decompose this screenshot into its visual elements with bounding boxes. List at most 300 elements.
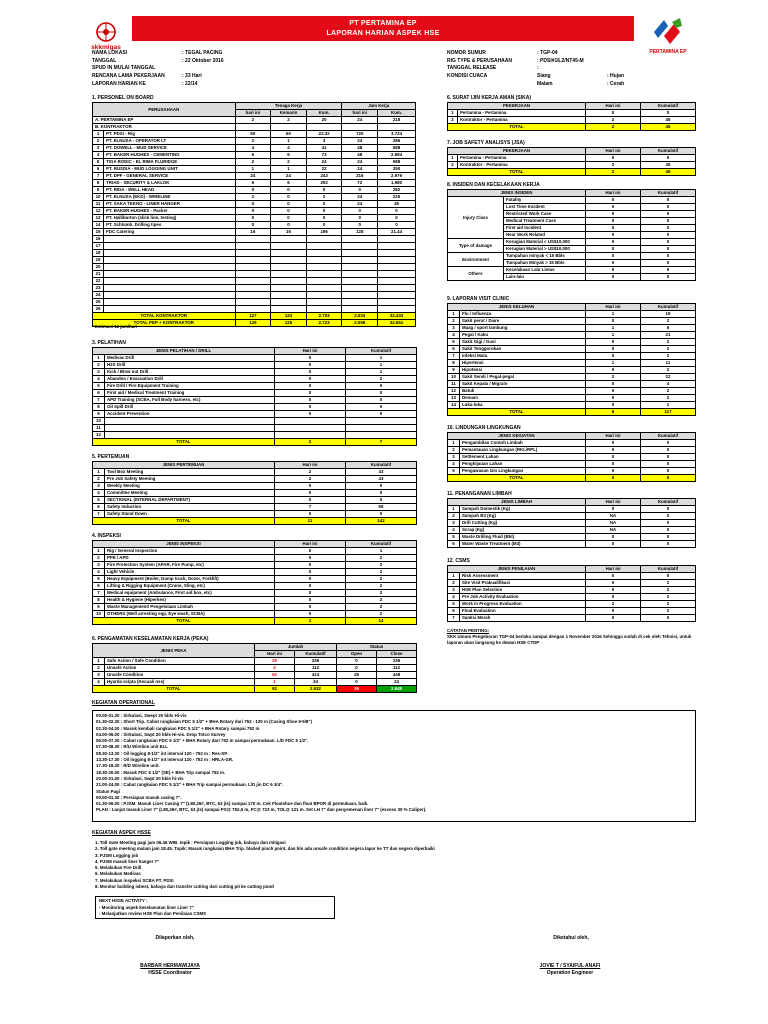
row-number: 22: [93, 278, 104, 285]
total-label: TOTAL PEP + KONTRAKTOR: [93, 320, 236, 327]
row-value: 0: [346, 404, 417, 411]
operational-activity-line: 01.30-06.00 : PJSM. Masuk Liner Casing 7" (L80,26#, BTC, 63 jts) sampai 170 m. Cek Floatshoe dan float BPOR di permukaan, baik.: [96, 801, 369, 807]
table-row: [448, 402, 696, 409]
row-value: 0: [271, 215, 307, 222]
row-label: Maag / sport lambung: [460, 325, 586, 332]
row-value: 0: [378, 222, 416, 229]
row-label: Waste Management/ Pengelolaan Limbah: [105, 604, 275, 611]
row-value: 0: [641, 218, 696, 225]
row-number: 7: [93, 397, 105, 404]
table-row: [448, 440, 696, 447]
table-row: [93, 404, 417, 411]
table-row: [448, 239, 696, 246]
row-value: 0: [586, 253, 641, 260]
row-value: 62: [255, 672, 295, 679]
row-value: 24: [342, 201, 378, 208]
row-number: 1: [93, 355, 105, 362]
row-number: 3: [448, 454, 460, 461]
table-row: [93, 432, 417, 439]
table-row: [93, 285, 416, 292]
section-inspection-title: 4. INSPEKSI: [92, 533, 121, 539]
row-value: 1: [346, 548, 417, 555]
operational-activity-line: Status Pagi: [96, 788, 120, 794]
row-value: 0: [586, 454, 641, 461]
row-value: 0: [271, 222, 307, 229]
row-value: 0: [586, 534, 641, 541]
company-name: TIGA RODIC - EL RIMA FLURIDGE: [104, 159, 235, 166]
table-row: [93, 250, 416, 257]
section-csms-title: 12. CSMS: [447, 558, 470, 564]
row-value: 0: [586, 367, 641, 374]
row-number: 3: [93, 145, 104, 152]
row-value: [271, 250, 307, 257]
incident-group-label: Injury Class: [448, 197, 504, 239]
row-label: Final Evaluation: [460, 608, 586, 615]
row-number: 1: [448, 155, 458, 162]
row-value: 0: [586, 440, 641, 447]
company-name: [104, 264, 235, 271]
row-value: 0: [641, 211, 696, 218]
table-row: [93, 222, 416, 229]
row-number: 6: [93, 583, 105, 590]
row-value: 2: [346, 376, 417, 383]
row-value: 0: [586, 594, 641, 601]
row-value: [306, 271, 342, 278]
row-value: 0: [641, 527, 696, 534]
row-value: 0: [641, 232, 696, 239]
row-value: 45: [641, 117, 696, 124]
table-row: [448, 374, 696, 381]
row-value: 286: [378, 138, 416, 145]
row-value: [271, 124, 307, 131]
row-value: 292: [306, 180, 342, 187]
row-value: 243: [306, 173, 342, 180]
row-value: [342, 257, 378, 264]
row-number: 1: [448, 311, 460, 318]
row-value: 72: [342, 180, 378, 187]
row-value: 0: [275, 611, 346, 618]
report-banner: [132, 16, 634, 41]
row-value: 2: [346, 576, 417, 583]
total-label: TOTAL KONTRAKTOR: [93, 313, 236, 320]
company-name: PT. ELNUSA - OPERATOR LT: [104, 138, 235, 145]
row-value: 22.32: [306, 131, 342, 138]
row-value: 6: [271, 180, 307, 187]
company-name: PT. BAKER HUGHES - Packer: [104, 208, 235, 215]
company-name: PT. Schlumb. Drilling tipes: [104, 222, 235, 229]
table-row: [93, 173, 416, 180]
row-number: 7: [93, 511, 105, 518]
row-value: [271, 257, 307, 264]
hsse-activity-line: 7. Melakukan inspeksi SCBA PT. PDSI: [95, 877, 174, 883]
sika-table: PEKERJAAN Hari ini Kumulatif 1 Pertamina - Pertamina 0 0 2 Kontraktor - Pertamina 2 45 TOTAL 2 45: [447, 102, 696, 131]
total-label: TOTAL: [93, 618, 275, 625]
row-value: [306, 250, 342, 257]
row-value: 0: [235, 222, 271, 229]
row-number: 11: [448, 381, 460, 388]
total-value: 7: [346, 439, 417, 446]
row-number: 6: [93, 166, 104, 173]
table-row: [93, 658, 417, 665]
row-value: 43: [346, 476, 417, 483]
row-value: 112: [377, 665, 417, 672]
row-number: 2: [93, 138, 104, 145]
row-value: [235, 278, 271, 285]
total-label: TOTAL: [448, 169, 586, 176]
row-label: Waste Drilling Fluid (Bbl): [460, 534, 586, 541]
training-table: JENIS PELATIHAN / DRILL Hari ini Kumulatif 1 Medivac Drill 0 1 2 H2S Drill 0 1 3 Kick / Blow out Drill 0 1 4 Abandon / Evacuation Drill 0 2 5 Fire Drill / Fire Equipment Training 0 0 6 First aid / Medical Treatment Training 0 0 7 APD Training (SCBA, Full Body harness, etc) 0 0 8 Oil Spill Drill 0 0 9 Accident Prevention 0 0 10 11 12 TOTAL 2 7: [92, 347, 417, 446]
row-value: 0: [275, 404, 346, 411]
table-row: [93, 390, 417, 397]
row-number: 2: [93, 362, 105, 369]
row-value: 2: [346, 611, 417, 618]
company-name: [104, 243, 235, 250]
row-value: 0: [641, 239, 696, 246]
row-value: 24: [342, 194, 378, 201]
row-number: 23: [93, 285, 104, 292]
total-value: 0: [586, 475, 641, 482]
row-label: Pemantauan Lingkungan (RKL/RPL): [460, 447, 586, 454]
row-number: 7: [93, 590, 105, 597]
report-title: LAPORAN HARIAN ASPEK HSE: [326, 29, 440, 37]
row-value: 0: [337, 658, 377, 665]
row-value: [378, 285, 416, 292]
row-value: [378, 306, 416, 313]
table-row: [448, 506, 696, 513]
company-name: PT. SAKA TEKNO - LINER HANGER: [104, 201, 235, 208]
inspection-table: JENIS INSPEKSI Hari ini Kumulatif 1 Rig / General Inspection 0 1 2 PPE / APD 0 2 3 Fire Protection System (APAR, Fire Pump, etc) 0 2 4 Light Vehicle 0 2 5 Heavy Equipment (Boiler, Dump truck, Dozer, Forklift) 0 2 6 Lifting & Rigging Equipment (Crane, Sling, etc) 0 2 7 Medical equipment (Ambulance, First aid box, etc) 0 2 8 Health & Hygiene (Hiperkes) 0 2 9 Waste Management/ Pengelolaan Limbah 0 2 10 OTHERS (Well arresting eqp, Eye wash, SCBA) 0 2 TOTAL 1 14: [92, 540, 417, 625]
row-number: 8: [93, 597, 105, 604]
row-value: [271, 243, 307, 250]
table-row: [448, 454, 696, 461]
row-value: 48: [378, 201, 416, 208]
row-value: [306, 299, 342, 306]
hsse-activity-line: 2. Toll gate meeting malam jam 18.45. Topik: Masuk rangkaian BHA Trip. bladed pinch point, dan blo ada unsafe condition segera lapor ke TT dan segera diperbaiki: [95, 846, 435, 852]
table-row: [448, 155, 696, 162]
row-number: 4: [448, 461, 460, 468]
table-row: [93, 229, 416, 236]
row-label: Flu / Influenza: [460, 311, 586, 318]
row-value: 0: [346, 483, 417, 490]
row-number: 7: [448, 615, 460, 622]
row-value: 0: [586, 274, 641, 281]
row-value: 1: [235, 166, 271, 173]
total-value: 2.723: [306, 320, 342, 327]
row-label: Tool Box Meeting: [105, 469, 275, 476]
row-value: 45: [641, 162, 696, 169]
table-row: [93, 469, 417, 476]
row-value: 0: [586, 155, 641, 162]
table-row: [448, 461, 696, 468]
table-row: [93, 271, 416, 278]
total-value: 11: [275, 518, 346, 525]
table-row: [93, 236, 416, 243]
table-row: [93, 278, 416, 285]
table-row: [93, 145, 416, 152]
row-number: 9: [448, 367, 460, 374]
table-row: [448, 447, 696, 454]
table-row: [93, 152, 416, 159]
row-value: [235, 236, 271, 243]
row-number: 20: [93, 264, 104, 271]
important-notes-title: CATATAN PENTING:: [447, 628, 490, 633]
operational-activity-line: 21.00-24.00 : Cabut rangkaian FDC 5 1/2" + BHA Trip sampai permukaan. L/D jin DC 6 3/4".: [96, 782, 284, 788]
total-value: 117: [641, 409, 696, 416]
row-value: 0: [275, 555, 346, 562]
total-value: 92: [255, 686, 295, 693]
row-value: 0: [275, 590, 346, 597]
row-number: 1: [93, 548, 105, 555]
row-number: 13: [93, 215, 104, 222]
next-hsse-activity-item: - Melanjutkan review HSE Plan dan Penilaian CSMS: [99, 910, 207, 916]
row-value: 0: [586, 573, 641, 580]
row-value: 58: [346, 504, 417, 511]
total-label: TOTAL: [93, 518, 275, 525]
row-value: 688: [378, 145, 416, 152]
company-name: PT. PDSI - Rig: [104, 131, 235, 138]
row-label: Fire Protection System (APAR, Fire Pump, etc): [105, 562, 275, 569]
total-value: 142: [346, 518, 417, 525]
row-value: 225: [378, 194, 416, 201]
row-label: Near Work Related: [504, 232, 586, 239]
row-number: 3: [448, 520, 460, 527]
table-row: [448, 318, 696, 325]
row-value: 0: [586, 580, 641, 587]
row-value: 0: [641, 506, 696, 513]
row-value: 3.724: [378, 131, 416, 138]
table-row: [93, 425, 417, 432]
table-row: [93, 355, 417, 362]
row-value: 6: [235, 180, 271, 187]
table-total-row: [93, 439, 417, 446]
table-row: [93, 483, 417, 490]
row-label: Kick / Blow out Drill: [105, 369, 275, 376]
row-label: Sampah Domestik (Kg): [460, 506, 586, 513]
row-value: 2: [346, 555, 417, 562]
row-number: 2: [448, 318, 460, 325]
total-value: 45: [641, 169, 696, 176]
row-value: [235, 264, 271, 271]
row-label: Pre Job Activity Evaluation: [460, 594, 586, 601]
row-value: [342, 124, 378, 131]
row-value: 0: [586, 461, 641, 468]
row-number: 21: [93, 271, 104, 278]
row-value: [378, 271, 416, 278]
row-value: 6: [641, 325, 696, 332]
row-value: 0: [641, 461, 696, 468]
row-value: [271, 278, 307, 285]
row-label: Drill Cutting (Kg): [460, 520, 586, 527]
table-row: [93, 362, 417, 369]
row-label: SECTIONAL (INTERNAL DEPARTMENT): [105, 497, 275, 504]
table-row: [448, 267, 696, 274]
row-number: 4: [93, 569, 105, 576]
row-value: 0: [641, 454, 696, 461]
row-value: 22: [306, 166, 342, 173]
row-value: 0: [586, 381, 641, 388]
important-notes: [447, 628, 695, 646]
row-label: Hipotensi: [460, 367, 586, 374]
row-label: Fatality: [504, 197, 586, 204]
row-number: 8: [448, 360, 460, 367]
operational-activity-line: 13.30-17.30 : Oil logging 8-1/2" int interval 120 - 752 m : HRLA-GR.: [96, 757, 234, 763]
row-value: 4: [255, 665, 295, 672]
row-label: Lain-lain: [504, 274, 586, 281]
hsse-activity-line: 1. Toll Gate Meeting pagi jam 06.45 WIB. topik : Persiapan Logging job, bahaya dan mitigasi: [95, 840, 286, 845]
row-number: 1: [93, 658, 105, 665]
incident-group-label: Type of damage: [448, 239, 504, 253]
row-value: 0: [586, 267, 641, 274]
row-value: 0: [342, 222, 378, 229]
row-value: 250: [378, 166, 416, 173]
row-value: 24: [342, 138, 378, 145]
table-row: [93, 562, 417, 569]
row-value: [378, 299, 416, 306]
row-number: 4: [448, 332, 460, 339]
row-value: NA: [586, 527, 641, 534]
row-value: 2: [641, 601, 696, 608]
operational-activity-line: 07.30-08.30 : R/U Wireline unit ELL: [96, 744, 168, 750]
row-value: 216: [342, 173, 378, 180]
report-info-left: NAMA LOKASI : TEGAL PACING TANGGAL : 22 Oktober 2016 SPUD IN MULAI TANGGAL RENCANA LAMA PEKERJAAN : 33 Hari LAPORAN HARIAN KE : 22/14: [92, 50, 224, 87]
personnel-table: PERUSAHAAN Tenaga Kerja Jam Kerja hari ini Kemarin Kum. hari ini Kum. A. PERTAMINA EP 2 2 20 24 218 B. KONTRAKTOR 1 PT. PDSI - Rig 60 60 22.32 720 3.724 2 PT. ELNUSA - OPERATOR LT 2 1 3 24 286 3 PT. DOWELL - MUD SERVICE 4 4 41 48 688 4 PT. BAKER HUGHES - CEMENTING 6 6 73 48 2.694 5 TIGA RODIC - EL RIMA FLURIDGE 2 2 24 24 688 6 PT. RUSDIA - MUD LOGGING UNIT 1 1 22 24 250 7 PT. DPF - GENERAL SERVICE 24 24 243 216 2.976 8 TRIAD - SECURITY & LAKLOK 6 6 292 72 1.980 9 PT. RIDA - WELL HEAD 0 0 0 0 282 10 PT. ELNUSA (EKD) - WIRELINE 2 0 2 24 225 11 PT. SAKA TEKNO - LINER HANGER 0 0 0 24 48 12 PT. BAKER HUGHES - Packer 0 0 0 0 0 13 PT. Halliburton (slick line, testing) 0 0 0 0 0 14 PT. Schlumb. Drilling tipes 0 0 0 0 0 15 FDC Catering 16 16 196 128 21.44 16 17 18 19 20 21 22 23 24 25 26 TOTAL KONTRAKTOR 127 123 2.703 2.034 32.433 TOTAL PEP + KONTRAKTOR 129 125 2.723 2.058 32.651: [92, 102, 416, 327]
row-value: 60: [271, 131, 307, 138]
hsse-activity-line: 8. Monitor building isbest, bahaya dan transfer cutting dari cutting pit ke cutting pond: [95, 884, 274, 890]
total-close-value: 2.948: [377, 686, 417, 693]
row-number: 6: [93, 504, 105, 511]
hsse-activities-title: KEGIATAN ASPEK HSSE: [92, 830, 151, 836]
row-value: 0: [306, 208, 342, 215]
row-value: 0: [641, 541, 696, 548]
table-total-row: [93, 320, 416, 327]
row-label: Sakit Tenggorokan: [460, 346, 586, 353]
row-value: [271, 306, 307, 313]
total-label: TOTAL: [93, 439, 275, 446]
company-name: [104, 306, 235, 313]
row-label: [105, 425, 275, 432]
row-value: [235, 306, 271, 313]
table-total-row: [448, 409, 696, 416]
row-label: Pengambilan Contoh Limbah: [460, 440, 586, 447]
table-row: [448, 615, 696, 622]
row-number: 5: [93, 497, 105, 504]
row-value: 0: [586, 204, 641, 211]
table-row: [93, 672, 417, 679]
row-value: 1: [346, 355, 417, 362]
table-row: [93, 548, 417, 555]
row-label: Pegal / Kaku: [460, 332, 586, 339]
row-value: [306, 292, 342, 299]
row-value: 0: [342, 215, 378, 222]
row-value: 2.976: [378, 173, 416, 180]
row-label: APD Training (SCBA, Full Body harness, etc): [105, 397, 275, 404]
waste-table: JENIS LIMBAH Hari ini Kumulatif 1 Sampah Domestik (Kg) 0 0 2 Sampah B3 (Kg) NA 0 3 Drill Cutting (Kg) NA 0 4 Scrap (Kg) NA 0 5 Waste Drilling Fluid (Bbl) 0 0 6 Water Waste Treatment (M3) 0 0: [447, 498, 696, 548]
row-label: Hipertensi: [460, 360, 586, 367]
row-label: Committee Meeting: [105, 490, 275, 497]
row-value: 2: [235, 194, 271, 201]
table-row: [93, 476, 417, 483]
row-number: 7: [448, 353, 460, 360]
row-label: Safe Action / Safe Condition: [105, 658, 255, 665]
row-value: 0: [275, 548, 346, 555]
row-value: 2: [641, 339, 696, 346]
row-label: Demam: [460, 395, 586, 402]
row-number: 2: [448, 447, 460, 454]
row-label: Tumpahan Minyak > 15 Bbls: [504, 260, 586, 267]
operational-activity-line: PLAN : Lanjut masuk Liner 7" (L80,26#, BTC, 63 jts) sampai PS@ 752,5 m, FC@ 723 m, TOL@ 121 m. Set LH 7" dan penyemenan liner 7" (excess 30 % Caliper).: [96, 807, 427, 813]
row-value: 0: [275, 604, 346, 611]
row-value: 0: [235, 208, 271, 215]
table-row: [93, 243, 416, 250]
row-value: 24: [271, 173, 307, 180]
row-number: 26: [93, 306, 104, 313]
section-personnel-title: 1. PERSONEL ON BOARD: [92, 95, 154, 101]
row-value: 0: [641, 197, 696, 204]
row-value: 0: [346, 397, 417, 404]
row-number: 1: [448, 440, 460, 447]
row-value: 21.44: [378, 229, 416, 236]
table-row: [448, 332, 696, 339]
row-label: Sanksi Merah: [460, 615, 586, 622]
row-value: [342, 236, 378, 243]
company-name: TRIAD - SECURITY & LAKLOK: [104, 180, 235, 187]
company-name: [104, 250, 235, 257]
row-value: 282: [378, 187, 416, 194]
table-row: [93, 292, 416, 299]
row-number: 5: [93, 159, 104, 166]
row-label: Lost Time Incident: [504, 204, 586, 211]
row-number: 1: [448, 573, 460, 580]
table-row: [93, 418, 417, 425]
row-value: 0: [275, 355, 346, 362]
row-value: 20: [306, 117, 342, 124]
operational-activity-line: 02.30-04.00 : Masuk kembali rangkaian FDC 5 1/2" + BHA Rotary sampai 752 m: [96, 725, 260, 731]
operational-activity-line: 20.00-21.00 : Sirkulasi, Swpt 20 bbls hi-vis: [96, 775, 184, 781]
row-value: 0: [346, 390, 417, 397]
table-total-row: [93, 618, 417, 625]
total-value: 129: [235, 320, 271, 327]
table-row: [93, 555, 417, 562]
hsse-activity-line: 6. Melakukan Medivac: [95, 871, 141, 877]
row-value: 0: [586, 402, 641, 409]
row-value: 0: [641, 110, 696, 117]
row-value: [271, 292, 307, 299]
company-name: [104, 292, 235, 299]
row-value: 1: [586, 325, 641, 332]
row-label: Luka-luka: [460, 402, 586, 409]
table-row: [93, 131, 416, 138]
total-label: TOTAL: [93, 686, 255, 693]
table-row: [93, 180, 416, 187]
row-value: [306, 278, 342, 285]
row-value: [306, 236, 342, 243]
row-number: 10: [93, 194, 104, 201]
row-number: 9: [93, 411, 105, 418]
table-row: [448, 534, 696, 541]
hsse-activities-box: [92, 838, 696, 930]
table-row: [93, 124, 416, 131]
row-value: 0: [275, 497, 346, 504]
row-value: [342, 299, 378, 306]
row-value: 0: [586, 211, 641, 218]
company-name: PT. ELNUSA (EKD) - WIRELINE: [104, 194, 235, 201]
row-value: 1: [271, 166, 307, 173]
row-value: 0: [586, 239, 641, 246]
table-row: [93, 397, 417, 404]
reporter-name: BARBAR HERMAWIJAYA: [140, 963, 200, 969]
row-value: [378, 257, 416, 264]
row-number: 4: [448, 594, 460, 601]
